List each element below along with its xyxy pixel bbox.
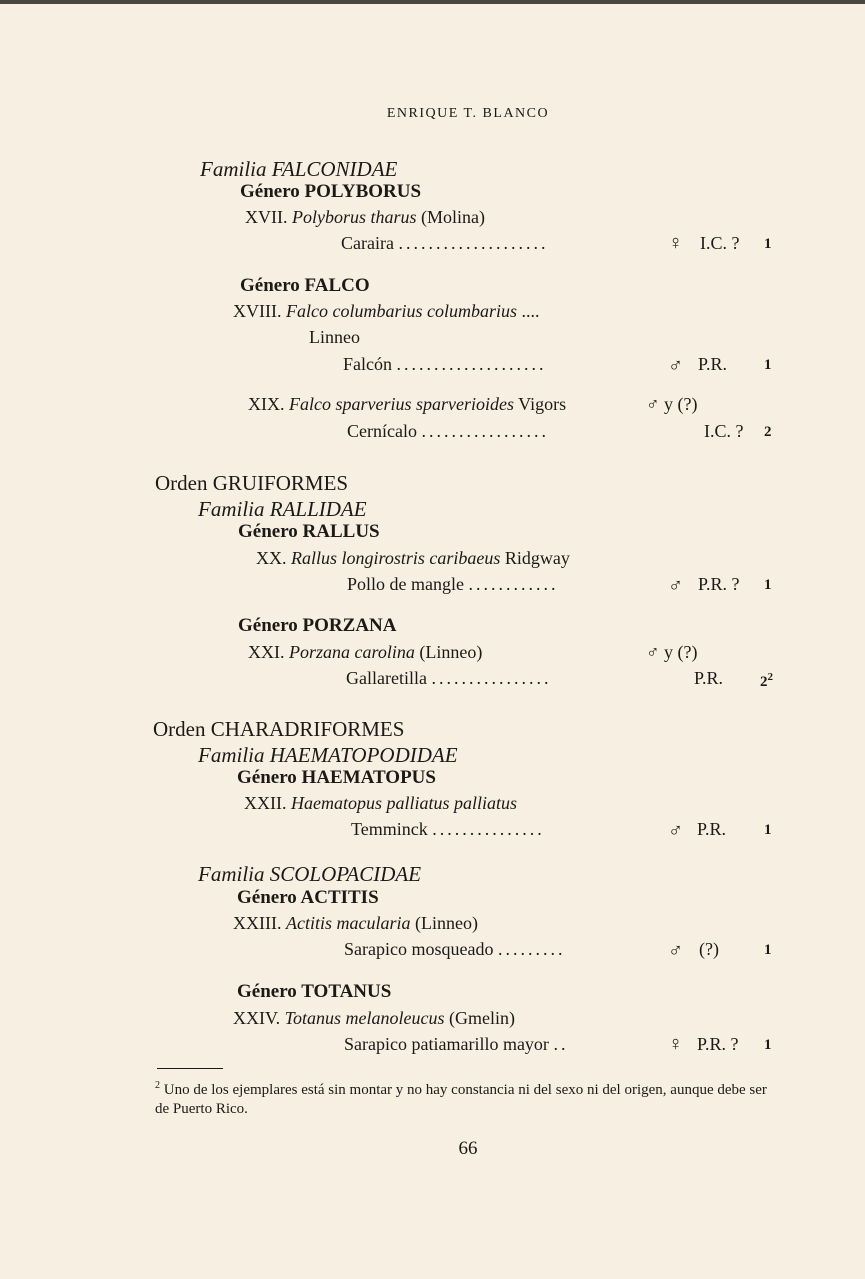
scientific-name: Totanus melanoleucus bbox=[284, 1008, 445, 1028]
species-number: XX. bbox=[256, 548, 287, 568]
specimen-count: 2 bbox=[764, 424, 772, 440]
leader-dots: .................... bbox=[398, 233, 549, 253]
family-haematopodidae bbox=[198, 743, 458, 768]
status-code: I.C. ? bbox=[704, 421, 744, 441]
family-prefix: Familia bbox=[198, 862, 265, 886]
species-author: (Linneo) bbox=[414, 913, 478, 933]
order-charadriiformes: Orden CHARADRIFORMES bbox=[153, 717, 405, 741]
species-18 bbox=[233, 301, 539, 322]
species-number: XVII. bbox=[245, 207, 288, 227]
species-author: (Molina) bbox=[421, 207, 485, 227]
common-name: Sarapico patiamarillo mayor bbox=[344, 1034, 549, 1054]
species-number: XVIII. bbox=[233, 301, 282, 321]
sex-note: ♂ y (?) bbox=[646, 394, 698, 414]
family-prefix: Familia bbox=[200, 157, 267, 181]
common-name-row bbox=[347, 421, 549, 442]
species-24 bbox=[233, 1008, 515, 1029]
status-code: I.C. ? bbox=[700, 233, 740, 253]
family-name: SCOLOPACIDAE bbox=[269, 862, 422, 886]
species-number: XXIII. bbox=[233, 913, 282, 933]
sex-symbol: ♂ bbox=[668, 355, 683, 377]
common-name-row bbox=[351, 819, 545, 840]
family-prefix: Familia bbox=[198, 743, 265, 767]
sex-symbol: ♂ bbox=[668, 940, 683, 962]
scientific-name: Rallus longirostris caribaeus bbox=[291, 548, 501, 568]
specimen-count bbox=[760, 671, 773, 691]
specimen-count: 1 bbox=[764, 236, 772, 252]
sex-symbol: ♀ bbox=[668, 1033, 683, 1055]
common-name: Cernícalo bbox=[347, 421, 417, 441]
family-rallidae bbox=[198, 497, 367, 522]
scientific-name: Falco sparverius sparverioides bbox=[289, 394, 514, 414]
family-prefix: Familia bbox=[198, 497, 265, 521]
page-number: 66 bbox=[458, 1138, 478, 1159]
family-name: HAEMATOPODIDAE bbox=[269, 743, 458, 767]
leader-dots: ................. bbox=[421, 421, 549, 441]
family-name: FALCONIDAE bbox=[271, 157, 398, 181]
family-scolopacidae bbox=[198, 862, 421, 887]
count-value: 2 bbox=[760, 674, 768, 690]
common-name-row bbox=[343, 354, 547, 375]
common-name-row bbox=[341, 233, 548, 254]
status-code: P.R. ? bbox=[697, 1034, 739, 1054]
species-number: XXIV. bbox=[233, 1008, 281, 1028]
footnote-ref: 2 bbox=[767, 671, 773, 683]
species-number: XIX. bbox=[248, 394, 285, 414]
species-author: Linneo bbox=[309, 327, 360, 347]
status-code: P.R. bbox=[697, 819, 727, 839]
species-author: Ridgway bbox=[504, 548, 570, 568]
genus-porzana: Género PORZANA bbox=[238, 615, 397, 636]
species-author: (Gmelin) bbox=[449, 1008, 515, 1028]
common-name-row bbox=[346, 668, 551, 689]
common-name: Pollo de mangle bbox=[347, 574, 464, 594]
common-name: Gallaretilla bbox=[346, 668, 427, 688]
scientific-name: Actitis macularia bbox=[285, 913, 411, 933]
species-17 bbox=[245, 207, 485, 228]
sex-symbol: ♂ bbox=[668, 820, 683, 842]
specimen-count: 1 bbox=[764, 942, 772, 958]
common-name-row bbox=[344, 939, 565, 960]
leader-dots: ............ bbox=[468, 574, 559, 594]
scientific-name: Polyborus tharus bbox=[292, 207, 417, 227]
species-23 bbox=[233, 913, 478, 934]
specimen-count: 1 bbox=[764, 1037, 772, 1053]
leader-dots: .................... bbox=[396, 354, 547, 374]
leader-dots: ................ bbox=[431, 668, 552, 688]
common-name: Falcón bbox=[343, 354, 392, 374]
scientific-name: Haematopus palliatus palliatus bbox=[291, 793, 518, 813]
leader-dots: .. bbox=[553, 1034, 569, 1054]
common-name: Sarapico mosqueado bbox=[344, 939, 494, 959]
footnote-rule bbox=[157, 1068, 223, 1069]
family-name: RALLIDAE bbox=[269, 497, 367, 521]
footnote-mark: 2 bbox=[155, 1080, 160, 1091]
leader-dots: ............... bbox=[432, 819, 545, 839]
species-author: Temminck bbox=[351, 819, 428, 839]
sex-symbol: ♀ bbox=[668, 232, 683, 254]
common-name-row bbox=[347, 574, 558, 595]
running-header: ENRIQUE T. BLANCO bbox=[386, 106, 550, 121]
leader-dots: ......... bbox=[497, 939, 566, 959]
specimen-count: 1 bbox=[764, 357, 772, 373]
genus-haematopus: Género HAEMATOPUS bbox=[237, 767, 436, 788]
genus-rallus: Género RALLUS bbox=[238, 521, 380, 542]
status-code: (?) bbox=[699, 939, 719, 959]
genus-actitis: Género ACTITIS bbox=[237, 887, 379, 908]
family-falconidae bbox=[200, 157, 397, 182]
specimen-count: 1 bbox=[764, 822, 772, 838]
common-name: Caraira bbox=[341, 233, 394, 253]
status-code: P.R. ? bbox=[698, 574, 740, 594]
species-22 bbox=[244, 793, 517, 814]
species-21 bbox=[248, 642, 482, 663]
species-19 bbox=[248, 394, 566, 415]
scientific-name: Falco columbarius columbarius bbox=[285, 301, 517, 321]
species-number: XXI. bbox=[248, 642, 285, 662]
species-author: (Linneo) bbox=[419, 642, 483, 662]
status-code: P.R. bbox=[694, 668, 724, 688]
common-name-row bbox=[344, 1034, 568, 1055]
footnote bbox=[155, 1076, 780, 1119]
species-author: Vigors bbox=[518, 394, 567, 414]
species-number: XXII. bbox=[244, 793, 287, 813]
status-code: P.R. bbox=[698, 354, 728, 374]
genus-polyborus: Género POLYBORUS bbox=[240, 181, 422, 202]
genus-totanus: Género TOTANUS bbox=[237, 981, 392, 1002]
sex-symbol: ♂ bbox=[668, 575, 683, 597]
scientific-name: Porzana carolina bbox=[289, 642, 415, 662]
order-gruiformes: Orden GRUIFORMES bbox=[155, 471, 349, 495]
leader-dots: .... bbox=[521, 301, 540, 321]
sex-note: ♂ y (?) bbox=[646, 642, 698, 662]
footnote-text: Uno de los ejemplares está sin montar y no hay constancia ni del sexo ni del origen, aunque debe ser de Puerto Rico. bbox=[155, 1082, 767, 1117]
genus-falco: Género FALCO bbox=[240, 275, 370, 296]
specimen-count: 1 bbox=[764, 577, 772, 593]
species-20 bbox=[256, 548, 570, 569]
